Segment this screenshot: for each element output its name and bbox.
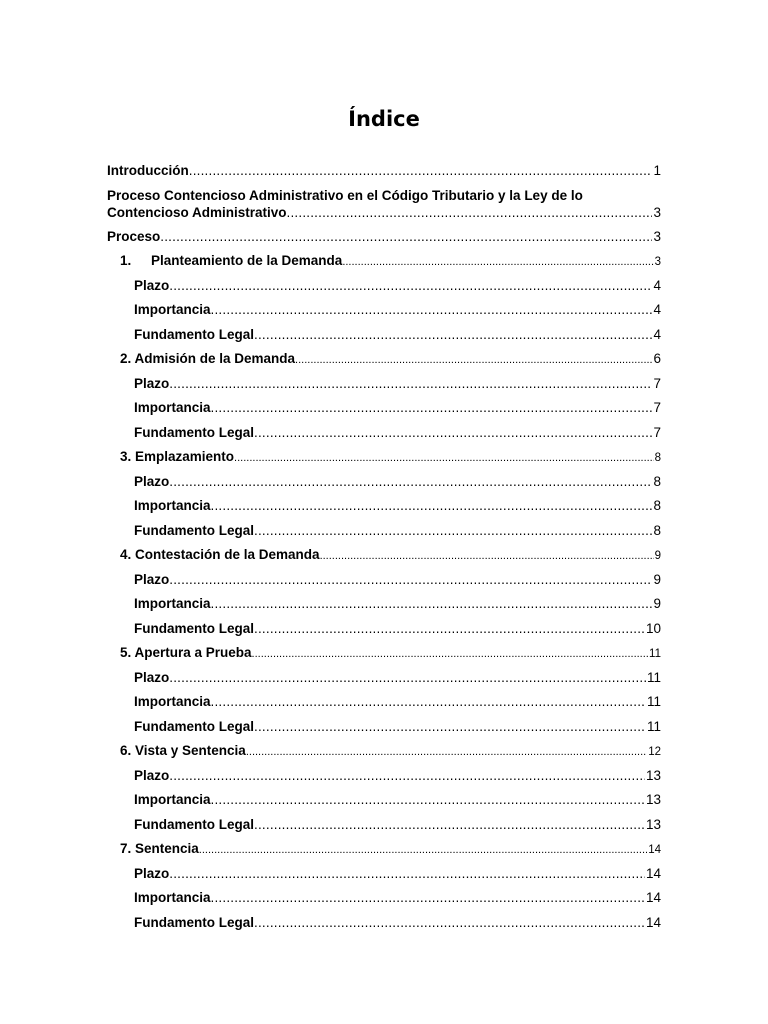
toc-entry-page: 13 [645,767,661,783]
toc-entry-page: 1 [653,163,661,178]
toc-entry-page: 13 [645,816,661,832]
toc-entry-page: 8 [653,522,661,538]
toc-entry-planteamiento[interactable] [107,249,661,274]
toc-entry-label-line2: Contencioso Administrativo [107,204,287,220]
toc-entry-label: Plazo [134,277,170,293]
toc-entry-page: 4 [653,302,661,317]
toc-entry-label: Proceso [107,228,161,244]
toc-entry-label: Plazo [134,473,170,489]
toc-entry-label: Importancia [134,498,211,513]
toc-entry-plazo[interactable] [107,274,661,299]
toc-entry-label: Importancia [134,694,211,709]
dot-leader [252,642,649,667]
toc-entry-page: 9 [654,550,661,562]
dot-leader [254,323,652,348]
toc-entry-label: Plazo [134,375,170,391]
toc-entry-page: 11 [649,648,661,660]
toc-entry-page: 14 [645,865,661,881]
dot-leader [160,225,652,250]
toc-entry-label: 2. Admisión de la Demanda [120,351,296,366]
toc-entry-page: 6 [653,351,661,366]
toc-entry-page: 3 [654,256,661,268]
toc-entry-label: Importancia [134,596,211,611]
dot-leader [320,544,654,569]
toc-entry-label: Fundamento Legal [134,914,255,930]
dot-leader [169,372,652,397]
toc-entry-importancia[interactable] [107,494,661,519]
toc-entry-label: 3. Emplazamiento [120,449,235,464]
dot-leader [169,764,645,789]
toc-entry-page: 8 [653,473,661,489]
toc-entry-fundamento-legal[interactable] [107,911,661,936]
toc-entry-label: 6. Vista y Sentencia [120,743,246,758]
toc-entry-plazo[interactable] [107,372,661,397]
toc-entry-fundamento-legal[interactable] [107,421,661,446]
toc-entry-label: Introducción [107,163,189,178]
toc-title: Índice [348,107,420,131]
toc-entry-page: 14 [648,844,661,856]
toc-entry-fundamento-legal[interactable] [107,813,661,838]
toc-entry-page: 11 [646,669,661,685]
toc-entry-label: Fundamento Legal [134,326,255,342]
dot-leader [295,348,652,373]
toc-entry-label: 4. Contestación de la Demanda [120,547,320,562]
toc-entry-sentencia[interactable] [107,837,661,862]
toc-entry-page: 10 [645,620,661,636]
dot-leader [254,421,652,446]
dot-leader [254,715,646,740]
toc-entry-label: Fundamento Legal [134,522,255,538]
toc-entry-apertura-prueba[interactable] [107,641,661,666]
toc-entry-label: Importancia [134,792,211,807]
dot-leader [211,690,646,715]
toc-entry-label: Fundamento Legal [134,816,255,832]
toc-entry-fundamento-legal[interactable] [107,715,661,740]
dot-leader [211,494,653,519]
toc-entry-introduccion[interactable] [107,159,661,184]
toc-entry-label: Importancia [134,302,211,317]
toc-entry-importancia[interactable] [107,690,661,715]
toc-entry-page: 3 [653,228,661,244]
toc-entry-proceso-contencioso[interactable] [107,184,661,225]
toc-entry-importancia[interactable] [107,592,661,617]
toc-entry-label: Fundamento Legal [134,718,255,734]
dot-leader [254,519,652,544]
toc-entry-page: 14 [645,914,661,930]
toc-entry-label: 7. Sentencia [120,841,199,856]
toc-entry-plazo[interactable] [107,666,661,691]
toc-entry-page: 7 [653,424,661,440]
toc-entry-label: Importancia [134,890,211,905]
dot-leader [169,470,652,495]
dot-leader [169,666,646,691]
toc-entry-plazo[interactable] [107,568,661,593]
toc-entry-label: Fundamento Legal [134,424,255,440]
toc-entry-page: 8 [654,452,661,464]
toc-entry-plazo[interactable] [107,470,661,495]
toc-entry-page: 8 [653,498,661,513]
toc-entry-importancia[interactable] [107,298,661,323]
toc-entry-fundamento-legal[interactable] [107,323,661,348]
dot-leader [169,862,645,887]
dot-leader [246,740,647,765]
dot-leader [199,838,647,863]
dot-leader [211,592,653,617]
toc-entry-page: 9 [653,571,661,587]
toc-entry-page: 14 [645,890,661,905]
toc-entry-page: 11 [646,718,661,734]
toc-entry-importancia[interactable] [107,396,661,421]
dot-leader [211,298,653,323]
toc-entry-label: Plazo [134,767,170,783]
toc-entry-page: 9 [653,596,661,611]
toc-entry-label-line1: Proceso Contencioso Administrativo en el Código Tributario y la Ley de lo [107,187,583,203]
toc-entry-page: 13 [645,792,661,807]
toc-entry-page: 4 [653,326,661,342]
toc-entry-vista-sentencia[interactable] [107,739,661,764]
toc-entry-proceso[interactable] [107,225,661,250]
dot-leader [254,911,645,936]
toc-entry-emplazamiento[interactable] [107,445,661,470]
toc-entry-plazo[interactable] [107,862,661,887]
dot-leader [342,250,653,275]
toc-entry-plazo[interactable] [107,764,661,789]
toc-entry-page: 11 [646,694,661,709]
toc-entry-importancia[interactable] [107,886,661,911]
toc-entry-importancia[interactable] [107,788,661,813]
toc-entry-page: 4 [653,277,661,293]
toc-entry-page: 3 [653,204,661,220]
toc-entry-fundamento-legal[interactable] [107,617,661,642]
toc-entry-label: Planteamiento de la Demanda [151,253,343,268]
toc-entry-fundamento-legal[interactable] [107,519,661,544]
toc-entry-page: 12 [648,746,661,758]
dot-leader [189,159,653,184]
dot-leader [287,204,653,221]
dot-leader [254,813,645,838]
toc-entry-contestacion[interactable] [107,543,661,568]
table-of-contents [107,159,661,935]
toc-entry-admision[interactable] [107,347,661,372]
dot-leader [211,788,645,813]
dot-leader [169,274,652,299]
toc-entry-page: 7 [653,400,661,415]
toc-entry-label: Plazo [134,669,170,685]
dot-leader [234,446,654,471]
toc-entry-label: 5. Apertura a Prueba [120,645,252,660]
toc-entry-label: Plazo [134,571,170,587]
dot-leader [211,396,653,421]
dot-leader [169,568,652,593]
dot-leader [254,617,645,642]
toc-entry-label: Importancia [134,400,211,415]
toc-entry-label: Fundamento Legal [134,620,255,636]
dot-leader [211,886,645,911]
toc-entry-number: 1. [120,253,132,268]
toc-entry-label: Plazo [134,865,170,881]
toc-entry-page: 7 [653,375,661,391]
